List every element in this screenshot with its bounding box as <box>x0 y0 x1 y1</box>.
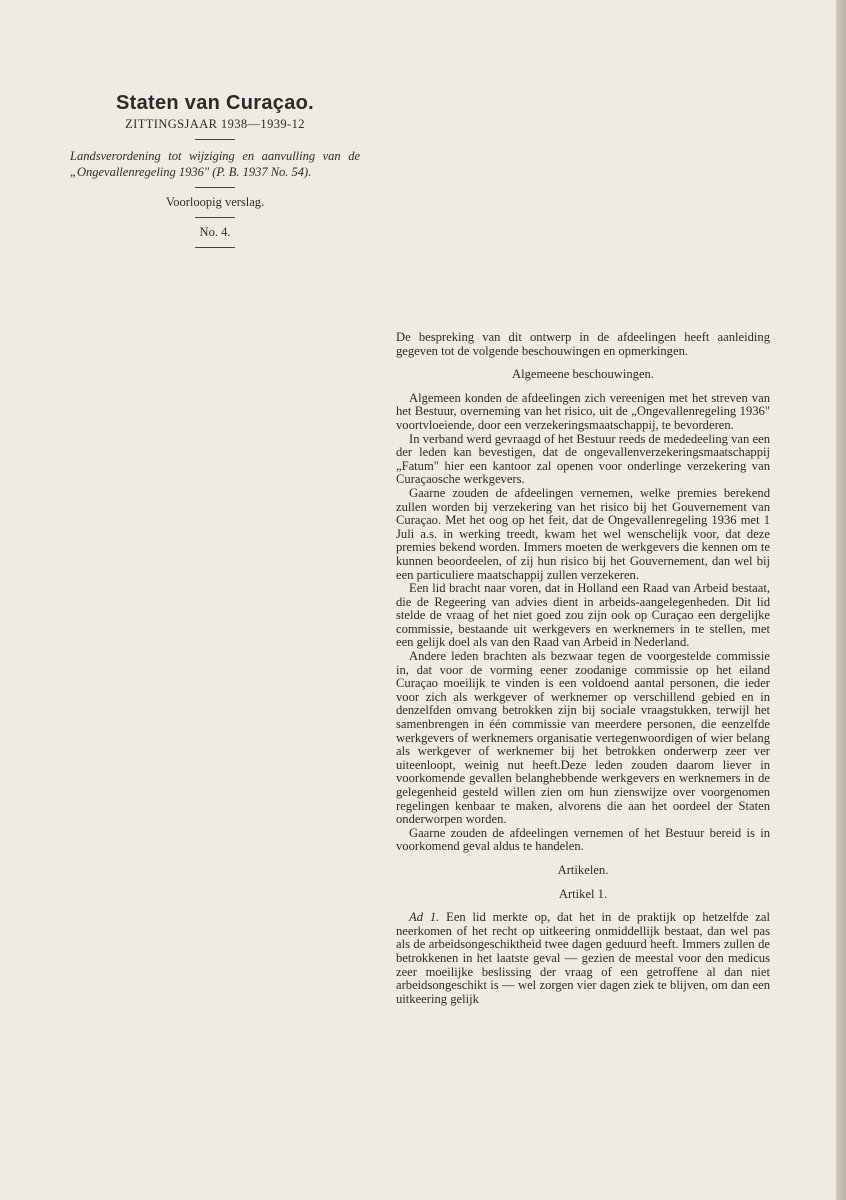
body-paragraph: Andere leden brachten als bezwaar tegen de voorgestelde commissie in, dat voor de vorming eener zoodanige commissie op het eiland Curaçao moeilijk te vinden is een voldoend aantal personen, die ieder voor zich als werkgever of werknemer op verschillend gebied en in denzelfden omvang betrokken zijn bij sociale vraagstukken, terwijl het samenbrengen in één commissie van meerdere personen, die eenzelfde werkgevers of werknemers organisatie vertegenwoordigen of wier belang als werkgever of werknemer bij het betrokken onderwerp zeer ver uiteenloopt, weinig nut heeft.Deze leden zouden daarom liever in voorkomende gevallen belanghebbende werkgevers en werknemers in de gelegenheid gesteld willen zien om hun zienswijze over voorgenomen regelingen kenbaar te maken, alvorens die aan het oordeel der Staten onderworpen worden. <box>396 649 770 827</box>
report-type: Voorloopig verslag. <box>165 195 265 209</box>
article-heading: Artikel 1. <box>558 886 608 901</box>
document-subject: Landsverordening tot wijziging en aanvulling van de „Ongevallenregeling 1936" (P. B. 1937 No. 54). <box>70 149 360 179</box>
body-paragraph: Algemeen konden de afdeelingen zich vereenigen met het streven van het Bestuur, overneming van het risico, uit de „Ongevallenregeling 1936" voortvloeiende, door een verzekeringsmaatschappij, te bevorderen. <box>396 390 770 432</box>
page-edge <box>836 0 846 1200</box>
session-year: ZITTINGSJAAR 1938—1939-12 <box>125 117 305 131</box>
divider <box>195 139 235 140</box>
body-paragraph: Gaarne zouden de afdeelingen vernemen of het Bestuur bereid is in voorkomend geval aldus te handelen. <box>396 825 770 854</box>
divider <box>195 247 235 248</box>
page-title: Staten van Curaçao. <box>116 92 314 114</box>
report-body <box>396 331 770 1006</box>
intro-paragraph: De bespreking van dit ontwerp in de afdeelingen heeft aanleiding gegeven tot de volgende beschouwingen en opmerkingen. <box>396 330 770 358</box>
ad-text: Een lid merkte op, dat het in de praktijk op hetzelfde zal neerkomen of het recht op uitkeering onmiddellijk bestaat, dan wel pas als de arbeidsongeschiktheid twee dagen geduurd heeft. Immers zullen de betrokkenen in het laatste geval — gezien de meestal voor den medicus zeer moeilijke beslissing der vraag of een getroffene al dan niet arbeidsongeschikt is — wel zorgen vier dagen ziek te blijven, om dan een uitkeering gelijk <box>396 910 770 1006</box>
document-header <box>70 92 360 255</box>
body-paragraph: In verband werd gevraagd of het Bestuur reeds de mededeeling van een der leden kan bevestigen, dat de ongevallenverzekeringsmaatschappij „Fatum" hier een kantoor zal openen voor onderlinge verzekering van Curaçaosche werkgevers. <box>396 431 770 487</box>
ad-label: Ad 1. <box>409 910 440 925</box>
section-heading-general: Algemeene beschouwingen. <box>512 367 654 382</box>
report-number: No. 4. <box>199 225 231 239</box>
body-paragraph: Gaarne zouden de afdeelingen vernemen, welke premies berekend zullen worden bij verzekering van het risico bij het Gouvernement van Curaçao. Met het oog op het feit, dat de Ongevallenregeling 1936 met 1 Juli a.s. in werking treedt, kwam het wel wenschelijk voor, dat deze premies bekend worden. Immers moeten de werkgevers die kennen om te kunnen beoordeelen, of zij hun risico bij het Gouvernement, dan wel bij een particuliere maatschappij zullen verzekeren. <box>396 485 770 582</box>
article-paragraph <box>396 911 770 1006</box>
section-heading-articles: Artikelen. <box>557 862 609 877</box>
divider <box>195 187 235 188</box>
divider <box>195 217 235 218</box>
body-paragraph: Een lid bracht naar voren, dat in Holland een Raad van Arbeid bestaat, die de Regeering van advies dient in arbeids-aangelegenheden. Dit lid stelde de vraag of het niet goed zou zijn ook op Curaçao een dergelijke commissie, bestaande uit werkgevers en werknemers in te stellen, met een gelijk doel als van den Raad van Arbeid in Nederland. <box>396 581 770 650</box>
